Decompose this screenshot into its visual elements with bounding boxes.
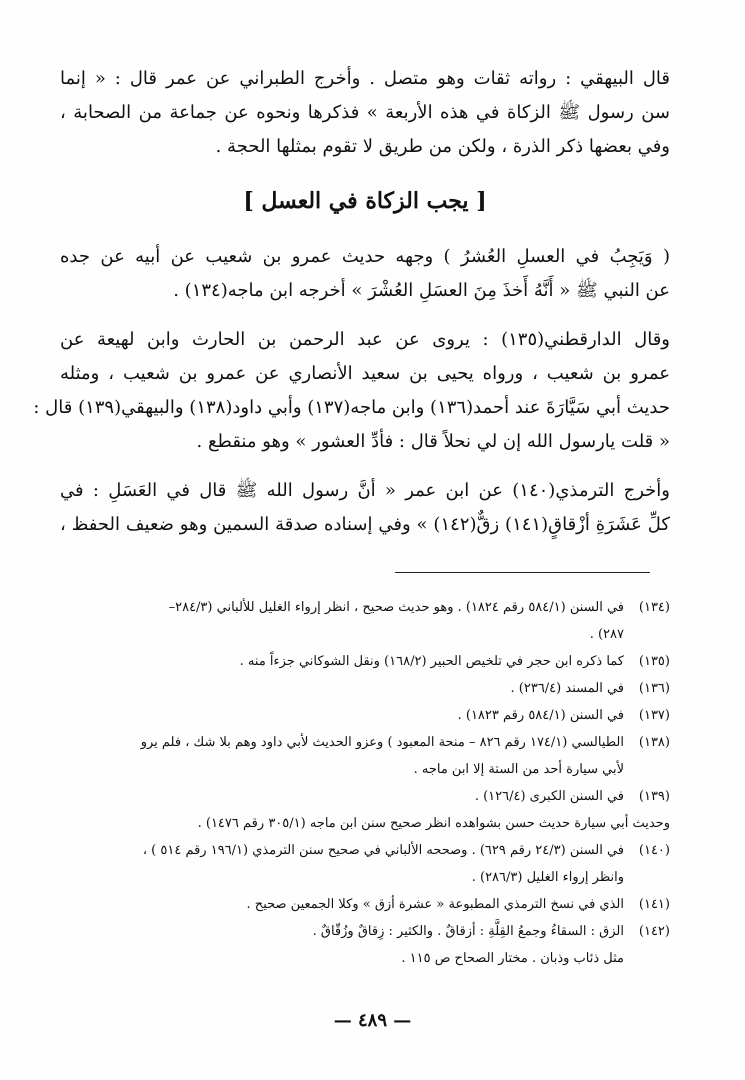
footnote-text: الذي في نسخ الترمذي المطبوعة « عشرة أزق » وكلا الجمعين صحيح . bbox=[246, 897, 624, 912]
paragraph-3 bbox=[33, 323, 670, 459]
text-line: وفي بعضها ذكر الذرة ، ولكن من طريق لا تقوم بمثلها الحجة . bbox=[215, 136, 670, 157]
footnote-text: في السنن الكبرى (١٢٦/٤) . bbox=[474, 789, 624, 804]
footnote-number: (١٤٢) bbox=[638, 924, 670, 939]
footnote-number: (١٤٠) bbox=[638, 843, 670, 858]
footnote-text: الزق : السقاءُ وجمعُ القِلَّةِ : أزقاقٌ . والكثير : زِقاقٌ وزُقّاقٌ . bbox=[312, 924, 624, 939]
footnote-134-cont bbox=[60, 621, 670, 648]
footnote-number: (١٤١) bbox=[638, 897, 670, 912]
paragraph-4 bbox=[60, 474, 670, 542]
footnote-text: في السنن (٥٨٤/١ رقم ١٨٢٣) . bbox=[457, 708, 624, 723]
text-line: ( وَيَجِبُ في العسلِ العُشرُ ) وجهه حديث عمرو بن شعيب عن أبيه عن جده bbox=[60, 246, 670, 267]
text-line: « قلت يارسول الله إن لي نحلاً قال : فأدِّ العشور » وهو منقطع . bbox=[196, 431, 670, 452]
footnote-number: (١٣٧) bbox=[638, 708, 670, 723]
text-line: سن رسول ﷺ الزكاة في هذه الأربعة » فذكرها ونحوه عن جماعة من الصحابة ، bbox=[60, 102, 670, 123]
footnote-142 bbox=[60, 918, 670, 945]
footnote-136 bbox=[60, 675, 670, 702]
footnote-text: مثل ذئاب وذبان . مختار الصحاح ص ١١٥ . bbox=[401, 951, 624, 966]
footnote-number: (١٣٤) bbox=[638, 600, 670, 615]
text-line: قال البيهقي : رواته ثقات وهو متصل . وأخرج الطبراني عن عمر قال : « إنما bbox=[60, 68, 670, 89]
footnotes bbox=[60, 594, 670, 972]
footnote-139-extra bbox=[60, 810, 670, 837]
footnote-142-cont bbox=[60, 945, 670, 972]
footnote-text: في المسند (٢٣٦/٤) . bbox=[510, 681, 624, 696]
footnote-text: لأبي سيارة أحد من الستة إلا ابن ماجه . bbox=[413, 762, 624, 777]
text-line: عن النبي ﷺ « أَنَّهُ أَخذَ مِنَ العسَلِ العُشْرَ » أخرجه ابن ماجه(١٣٤) . bbox=[173, 280, 670, 301]
text-line: عمرو بن شعيب ، ورواه يحيى بن سعيد الأنصاري عن عمرو بن شعيب ، ومثله bbox=[60, 363, 670, 384]
footnote-number: (١٣٦) bbox=[638, 681, 670, 696]
footnote-140-cont bbox=[60, 864, 670, 891]
page-number: — ٤٨٩ — bbox=[333, 1010, 412, 1031]
text-line: وأخرج الترمذي(١٤٠) عن ابن عمر « أنَّ رسول الله ﷺ قال في العَسَلِ : في bbox=[60, 480, 670, 501]
footnote-139 bbox=[60, 783, 670, 810]
footnote-text: ٢٨٧) . bbox=[589, 627, 624, 642]
footnote-text: كما ذكره ابن حجر في تلخيص الحبير (١٦٨/٢) ونقل الشوكاني جزءاً منه . bbox=[239, 654, 624, 669]
footnote-number: (١٣٨) bbox=[638, 735, 670, 750]
paragraph-2 bbox=[60, 240, 670, 308]
footnote-135 bbox=[60, 648, 670, 675]
footnote-137 bbox=[60, 702, 670, 729]
footnote-number: (١٣٩) bbox=[638, 789, 670, 804]
footnote-text: وانظر إرواء الغليل (٢٨٦/٣) . bbox=[471, 870, 624, 885]
footnote-141 bbox=[60, 891, 670, 918]
footnote-134 bbox=[60, 594, 670, 621]
footnote-text: وحديث أبي سيارة حديث حسن بشواهده انظر صحيح سنن ابن ماجه (٣٠٥/١ رقم ١٤٧٦) . bbox=[197, 816, 670, 831]
footnote-text: في السنن (٥٨٤/١ رقم ١٨٢٤) . وهو حديث صحيح ، انظر إرواء الغليل للألباني (٢٨٤/٣– bbox=[168, 600, 624, 615]
text-line: كلِّ عَشَرَةِ أزْقاقٍ(١٤١) زقٌّ(١٤٢) » وفي إسناده صدقة السمين وهو ضعيف الحفظ ، bbox=[60, 514, 670, 535]
footnote-text: الطيالسي (١٧٤/١ رقم ٨٢٦ – منحة المعبود ) وعزو الحديث لأبي داود وهم بلا شك ، فلم يرو bbox=[140, 735, 624, 750]
section-heading: [ يجب الزكاة في العسل ] bbox=[243, 188, 487, 214]
footnote-138-cont bbox=[60, 756, 670, 783]
footnote-138 bbox=[60, 729, 670, 756]
footnote-number: (١٣٥) bbox=[638, 654, 670, 669]
text-line: وقال الدارقطني(١٣٥) : يروى عن عبد الرحمن بن الحارث وابن لهيعة عن bbox=[60, 329, 670, 350]
paragraph-1 bbox=[60, 62, 670, 164]
footnote-text: في السنن (٢٤/٣ رقم ٦٢٩) . وصححه الألباني في صحيح سنن الترمذي (١٩٦/١ رقم ٥١٤ ) ، bbox=[142, 843, 624, 858]
text-line: حديث أبي سَيَّارَةَ عند أحمد(١٣٦) وابن ماجه(١٣٧) وأبي داود(١٣٨) والبيهقي(١٣٩) قال : bbox=[33, 397, 670, 418]
footnote-140 bbox=[60, 837, 670, 864]
footnote-divider bbox=[395, 572, 650, 573]
